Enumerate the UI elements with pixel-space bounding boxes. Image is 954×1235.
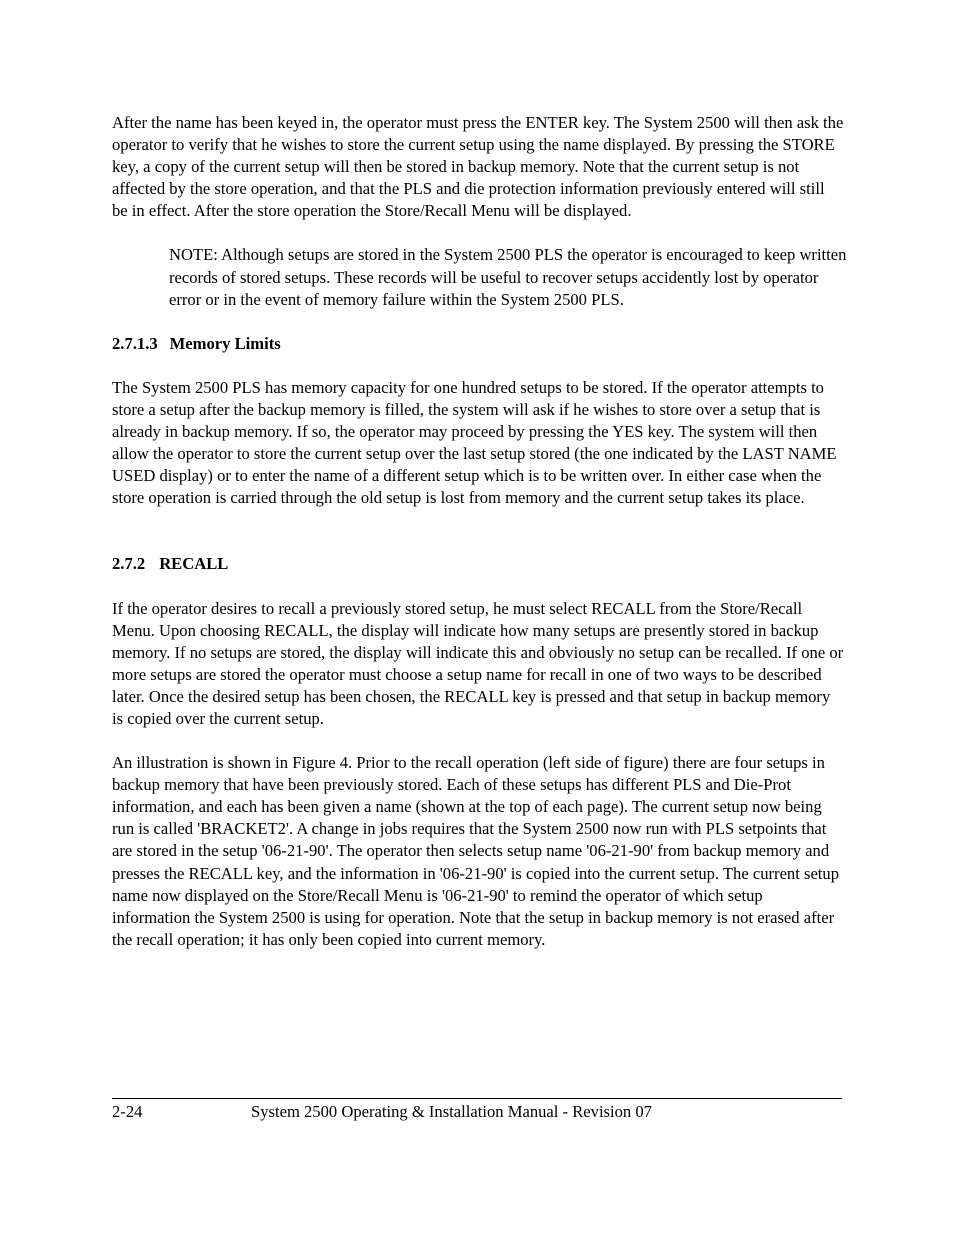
heading-memory-limits xyxy=(112,333,844,355)
heading-number: 2.7.1.3 xyxy=(112,333,158,353)
paragraph-recall-intro: If the operator desires to recall a previously stored setup, he must select RECALL from the Store/Recall Menu. Upon choosing RECALL, the display will indicate how many setups are presently stored in backup memory. If no setups are stored, the display will indicate this and obviously no setup can be recalled. If one or more setups are stored the operator must choose a setup name for recall in one of two ways to be described later. Once the desired setup has been chosen, the RECALL key is pressed and that setup in backup memory is copied over the current setup. xyxy=(112,598,844,728)
footer-page-number: 2-24 xyxy=(112,1102,143,1121)
heading-number: 2.7.2 xyxy=(112,554,146,574)
page-footer xyxy=(112,1098,842,1121)
note-paragraph: NOTE: Although setups are stored in the System 2500 PLS the operator is encouraged to keep written records of stored setups. These records will be useful to recover setups accidently lost by operator error or in the event of memory failure within the System 2500 PLS. xyxy=(169,245,847,309)
paragraph-store-confirm: After the name has been keyed in, the operator must press the ENTER key. The System 2500 will then ask the operator to verify that he wishes to store the current setup using the name displayed. By pressing the STORE key, a copy of the current setup will then be stored in backup memory. Note that the current setup is not affected by the store operation, and that the PLS and die protection information previously entered will still be in effect. After the store operation the Store/Recall Menu will be displayed. xyxy=(112,113,844,221)
paragraph-recall-illustration: An illustration is shown in Figure 4. Prior to the recall operation (left side of figure) there are four setups in backup memory that have been previously stored. Each of these setups has different PLS and Die-Prot information, and each has been given a name (shown at the top of each page). The current setup now being run is called 'BRACKET2'. A change in jobs requires that the System 2500 now run with PLS setpoints that are stored in the setup '06-21-90'. The operator then selects setup name '06-21-90' from backup memory and presses the RECALL key, and the information in '06-21-90' is copied into the current setup. The current setup name now displayed on the Store/Recall Menu is '06-21-90' to remind the operator of which setup information the System 2500 is using for operation. Note that the setup in backup memory is not erased after the recall operation; it has only been copied into current memory. xyxy=(112,753,840,949)
document-body xyxy=(112,112,847,951)
heading-title: Memory Limits xyxy=(169,333,281,353)
heading-title: RECALL xyxy=(159,554,229,574)
heading-recall xyxy=(112,553,844,575)
paragraph-memory-limits: The System 2500 PLS has memory capacity for one hundred setups to be stored. If the operator attempts to store a setup after the backup memory is filled, the system will ask if he wishes to store over a setup that is already in backup memory. If so, the operator may proceed by pressing the YES key. The system will then allow the operator to store the current setup over the last setup stored (the one indicated by the LAST NAME USED display) or to enter the name of a different setup which is to be written over. In either case when the store operation is carried through the old setup is lost from memory and the current setup takes its place. xyxy=(112,377,837,508)
footer-title: System 2500 Operating & Installation Manual - Revision 07 xyxy=(251,1102,652,1121)
